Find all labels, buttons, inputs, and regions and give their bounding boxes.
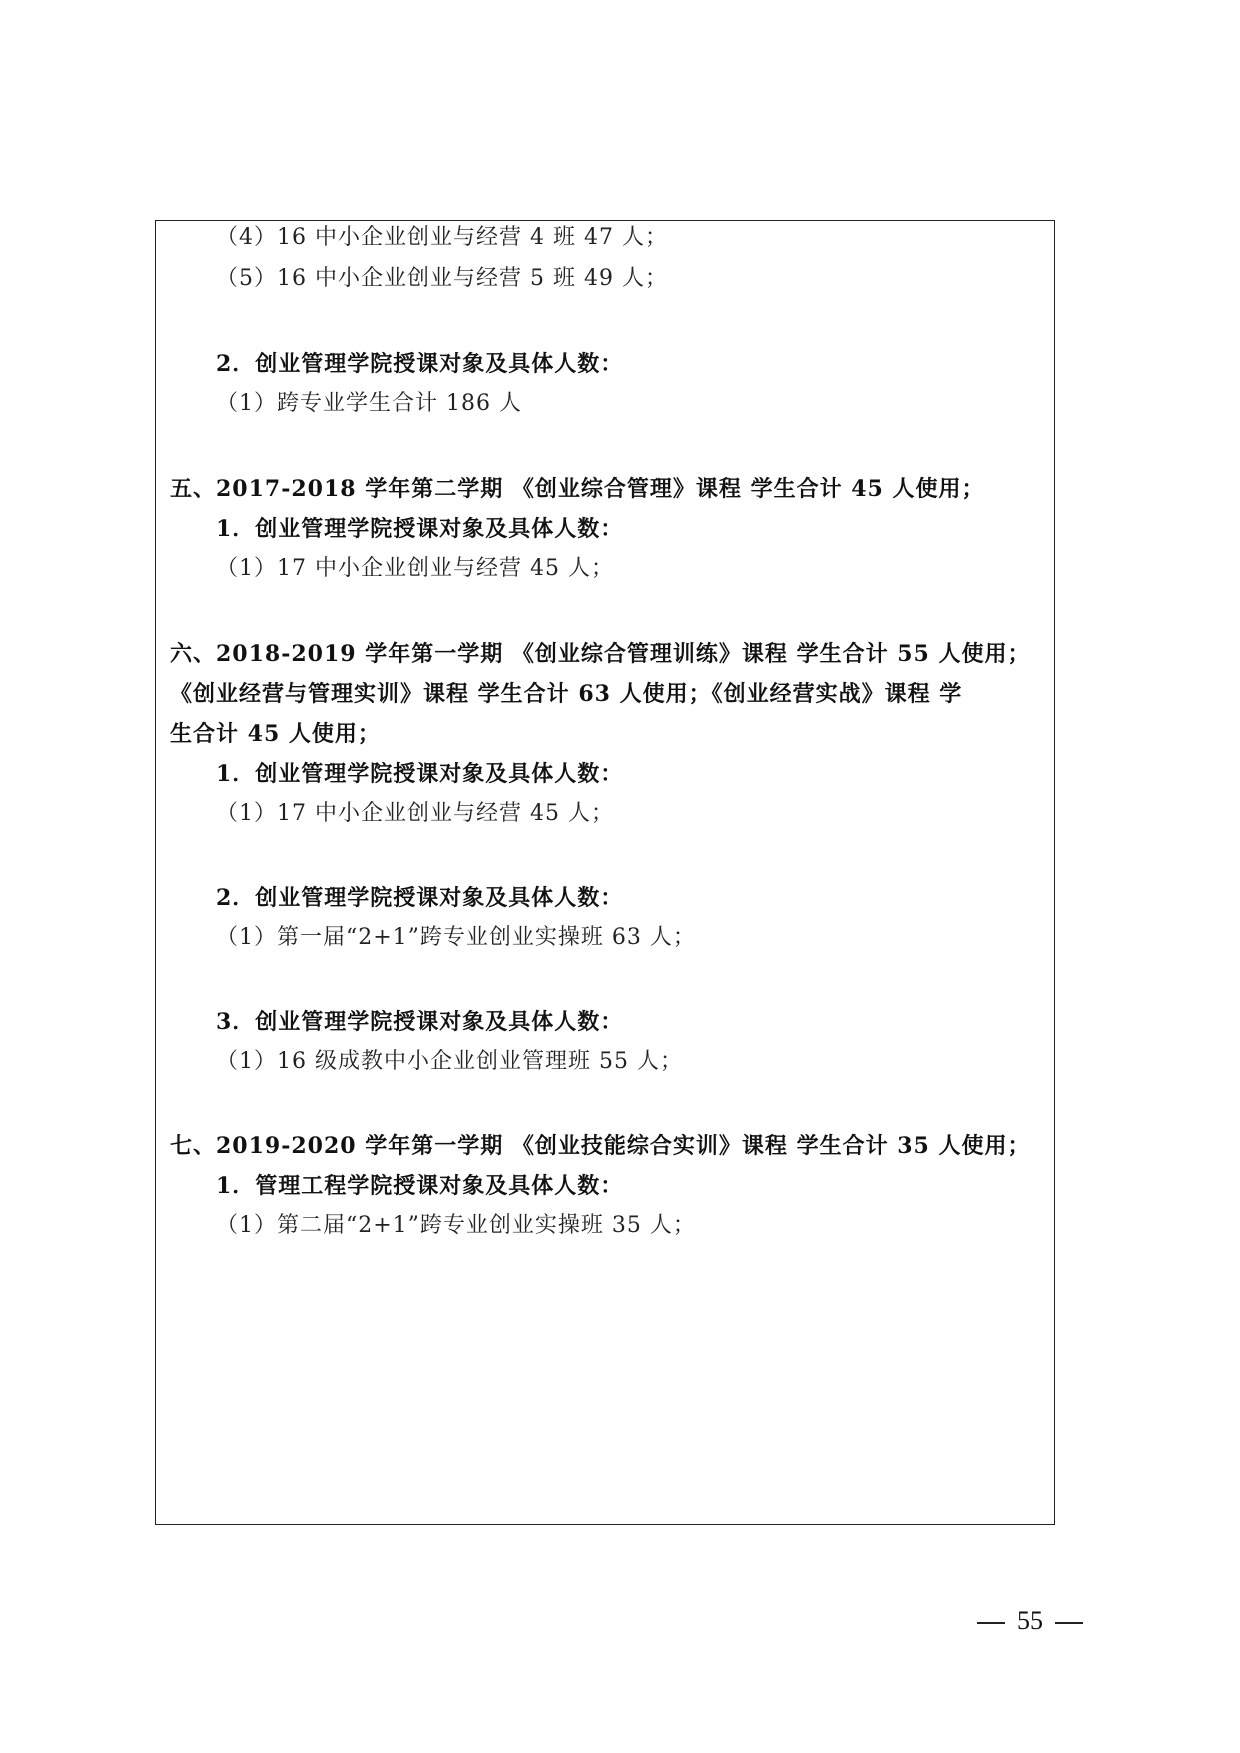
section-heading: 五、2017-2018 学年第二学期 《创业综合管理》课程 学生合计 45 人使用； (170, 476, 985, 502)
list-item: （1）17 中小企业创业与经营 45 人； (216, 556, 614, 581)
content-frame (155, 220, 1055, 1525)
page-number: 55 (1017, 1606, 1043, 1635)
dash-left (977, 1622, 1005, 1624)
subsection-heading: 3．创业管理学院授课对象及具体人数： (216, 1009, 624, 1035)
section-heading: 六、2018-2019 学年第一学期 《创业综合管理训练》课程 学生合计 55 人使用； (170, 641, 1031, 667)
list-item: （1）16 级成教中小企业创业管理班 55 人； (216, 1049, 683, 1074)
list-item: （1）17 中小企业创业与经营 45 人； (216, 801, 614, 826)
section-heading-continued: 生合计 45 人使用； (170, 721, 381, 747)
list-item: （4）16 中小企业创业与经营 4 班 47 人； (216, 225, 668, 250)
section-heading: 七、2019-2020 学年第一学期 《创业技能综合实训》课程 学生合计 35 人使用； (170, 1133, 1031, 1159)
section-heading-continued: 《创业经营与管理实训》课程 学生合计 63 人使用；《创业经营实战》课程 学 (170, 681, 963, 707)
list-item: （5）16 中小企业创业与经营 5 班 49 人； (216, 266, 668, 291)
page-number-footer (965, 1605, 1095, 1637)
list-item: （1）跨专业学生合计 186 人 (216, 391, 522, 416)
list-item: （1）第二届“2+1”跨专业创业实操班 35 人； (216, 1213, 696, 1238)
subsection-heading: 1．管理工程学院授课对象及具体人数： (216, 1173, 624, 1199)
subsection-heading: 1．创业管理学院授课对象及具体人数： (216, 516, 624, 542)
list-item: （1）第一届“2+1”跨专业创业实操班 63 人； (216, 925, 696, 950)
subsection-heading: 2．创业管理学院授课对象及具体人数： (216, 351, 624, 377)
subsection-heading: 1．创业管理学院授课对象及具体人数： (216, 761, 624, 787)
subsection-heading: 2．创业管理学院授课对象及具体人数： (216, 885, 624, 911)
dash-right (1055, 1622, 1083, 1624)
